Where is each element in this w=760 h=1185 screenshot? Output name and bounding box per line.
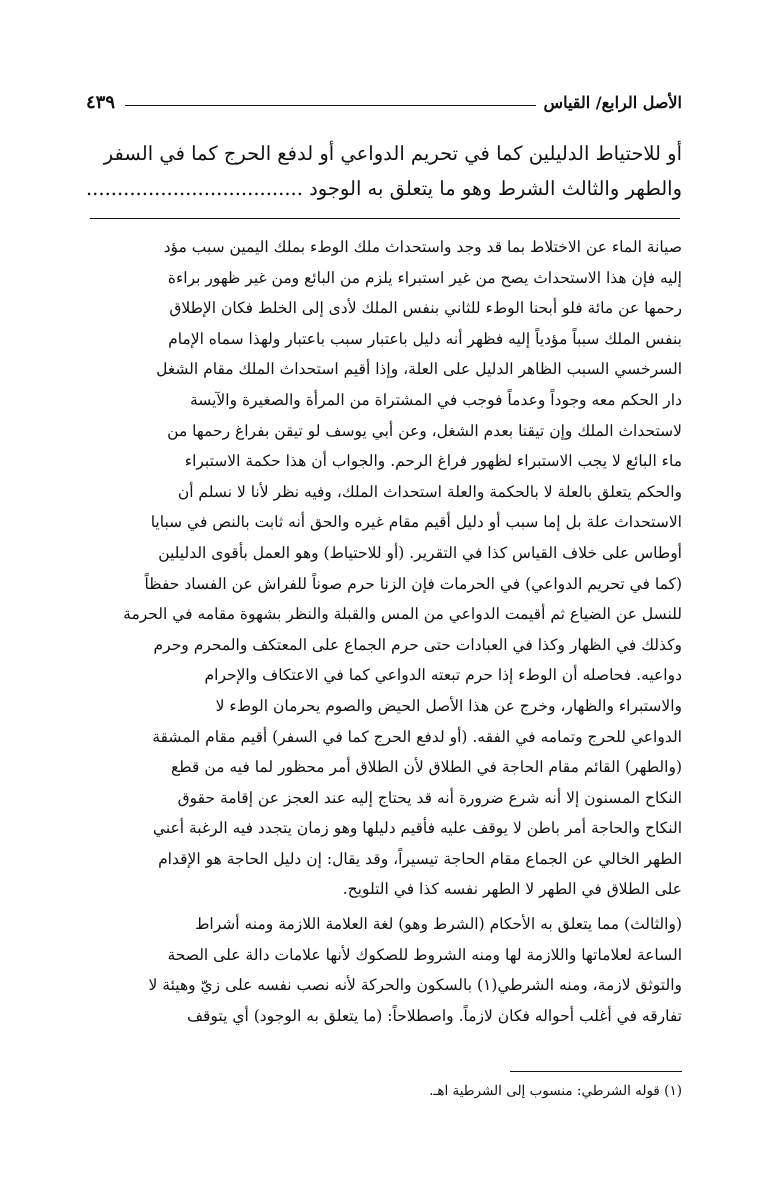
commentary-line: والاستبراء والظهار، وخرج عن هذا الأصل الحيض والصوم يحرمان الوطء لا (215, 696, 682, 715)
commentary-line: والتوثق لازمة، ومنه الشرطي(١) بالسكون والحركة لأنه نصب نفسه على زيّ وهيئة لا (148, 976, 682, 995)
commentary-line: الدواعي للحرج وتمامه في الفقه. (أو لدفع الحرج كما في السفر) أقيم مقام المشقة (152, 727, 682, 746)
commentary-line: صيانة الماء عن الاختلاط بما قد وجد واستحداث ملك الوطء بملك اليمين سبب مؤد (163, 238, 682, 256)
main-text-divider (90, 218, 680, 219)
commentary-line: (والطهر) القائم مقام الحاجة في الطلاق لأن الطلاق أمر محظور لما فيه من قطع (171, 758, 682, 777)
running-title: الأصل الرابع/ القياس (543, 92, 682, 112)
page-number: ٤٣٩ (86, 91, 116, 113)
commentary-line: النكاح والحاجة أمر باطن لا يوقف عليه فأقيم دليلها وهو زمان يتجدد فيه الرغبة أعني (152, 819, 682, 838)
commentary-line: بنفس الملك سبباً مؤدياً إليه فظهر أنه دليل باعتبار سبب باعتبار ولهذا سماه الإمام (168, 329, 682, 348)
commentary-line: النكاح المسنون إلا أنه شرع ضرورة أنه قد يحتاج إليه عند العجز عن إقامة حقوق (177, 788, 682, 807)
commentary-line: تفارقه في أغلب أحواله فكان لازماً. واصطلاحاً: (ما يتعلق به الوجود) أي يتوقف (186, 1006, 682, 1025)
commentary-line: رحمها عن مائة فلو أبحنا الوطء للثاني بنفس الملك لأدى إلى الخلط فكان الإطلاق (169, 299, 682, 318)
commentary-line: الاستحداث علة بل إما سبب أو دليل أقيم مقام غيره والحق أنه ثابت بالنص في سبايا (150, 513, 682, 532)
commentary-line: السرخسي السبب الظاهر الدليل على العلة، وإذا أقيم استحداث الملك مقام الشغل (156, 360, 682, 379)
commentary-line: دار الحكم معه وجوداً وعدماً فوجب في المشتراة من المرأة والصغيرة والآيسة (189, 390, 682, 409)
main-text-line: والطهر والثالث الشرط وهو ما يتعلق به الوجود ................................... (86, 177, 682, 200)
running-header (86, 82, 682, 122)
commentary-line: أوطاس على خلاف القياس كذا في التقرير. (أو للاحتياط) وهو العمل بأقوى الدليلين (158, 543, 682, 562)
commentary-line: (والثالث) مما يتعلق به الأحكام (الشرط وهو) لغة العلامة اللازمة ومنه أشراط (195, 915, 682, 934)
main-text (86, 136, 682, 206)
commentary-line: الطهر الخالي عن الجماع مقام الحاجة تيسيراً، وقد يقال: إن دليل الحاجة هو الإقدام (158, 849, 682, 868)
footnote: (١) قوله الشرطي: منسوب إلى الشرطية اهـ. (429, 1083, 682, 1099)
footnote-divider (510, 1071, 682, 1072)
commentary-line: لاستحداث الملك وإن تيقنا بعدم الشغل، وعن أبي يوسف لو تيقن بفراغ رحمها من (167, 421, 682, 440)
commentary (86, 232, 682, 1031)
commentary-line: ماء البائع لا يجب الاستبراء لظهور فراغ الرحم. والجواب أن هذا حكمة الاستبراء (184, 452, 682, 471)
commentary-line: إليه فإن هذا الاستحداث يصح من غير استبراء يلزم من البائع ومن غير ظهور براءة (167, 268, 682, 287)
commentary-line: الساعة لعلاماتها واللازمة لها ومنه الشروط للصكوك لأنها علامات دالة على الصحة (167, 945, 682, 964)
header-rule (125, 105, 536, 106)
commentary-line: وكذلك في الظهار وكذا في العبادات حتى حرم الجماع على المعتكف والمحرم وحرم (153, 635, 682, 654)
commentary-line: دواعيه. فحاصله أن الوطء إذا حرم تبعته الدواعي كما في الاعتكاف والإحرام (204, 666, 682, 685)
commentary-line: والحكم يتعلق بالعلة لا بالحكمة والعلة استحداث الملك، وفيه نظر لأنا لا نسلم أن (177, 482, 682, 501)
commentary-line: على الطلاق في الطهر لا الطهر نفسه كذا في التلويح. (342, 880, 682, 899)
commentary-line: للنسل عن الضياع ثم أقيمت الدواعي من المس والقبلة والنظر بشهوة مقامه في الحرمة (123, 605, 682, 624)
main-text-line: أو للاحتياط الدليلين كما في تحريم الدواعي أو لدفع الحرج كما في السفر (103, 142, 682, 165)
commentary-line: (كما في تحريم الدواعي) في الحرمات فإن الزنا حرم صوناً للفراش عن الفساد حفظاً (144, 574, 682, 593)
